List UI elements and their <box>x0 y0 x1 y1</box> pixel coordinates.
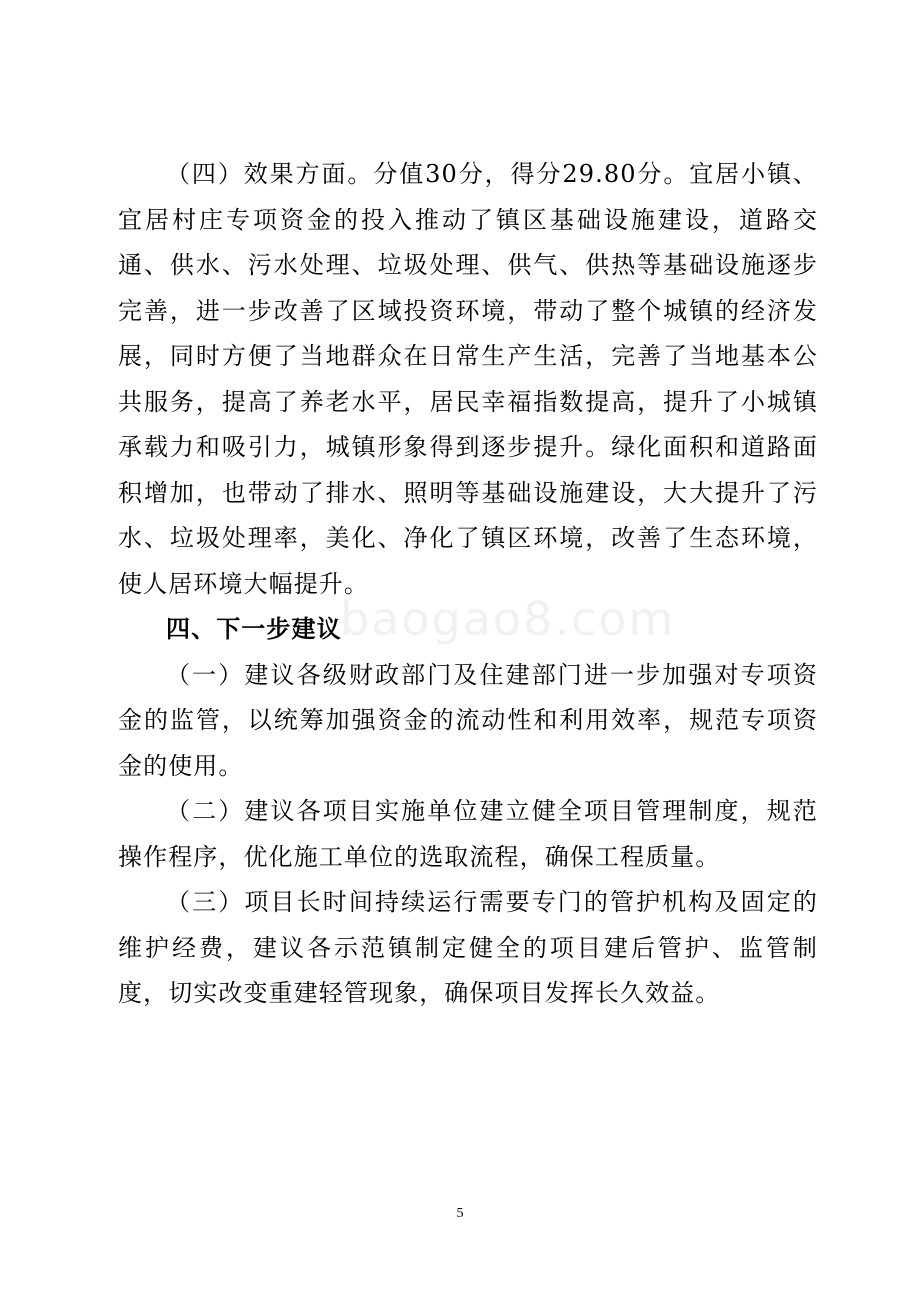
page-number: 5 <box>456 1206 464 1221</box>
watermark: baogao8.com <box>340 592 676 646</box>
paragraph-suggestion-1: （一）建议各级财政部门及住建部门进一步加强对专项资金的监管，以统筹加强资金的流动性和利用效率，规范专项资金的使用。 <box>118 660 818 780</box>
paragraph-suggestion-3: （三）项目长时间持续运行需要专门的管护机构及固定的维护经费，建议各示范镇制定健全的项目建后管护、监管制度，切实改变重建轻管现象，确保项目发挥长久效益。 <box>118 888 818 1007</box>
paragraph-effect: （四）效果方面。分值30分，得分29.80分。宜居小镇、宜居村庄专项资金的投入推动了镇区基础设施建设，道路交通、供水、污水处理、垃圾处理、供气、供热等基础设施逐步完善，进一步改善了区域投资环境，带动了整个城镇的经济发展，同时方便了当地群众在日常生产生活，完善了当地基本公共服务，提高了养老水平，居民幸福指数提高，提升了小城镇承载力和吸引力，城镇形象得到逐步提升。绿化面积和道路面积增加，也带动了排水、照明等基础设施建设，大大提升了污水、垃圾处理率，美化、净化了镇区环境，改善了生态环境，使人居环境大幅提升。 <box>118 160 818 598</box>
paragraph-suggestion-2: （二）建议各项目实施单位建立健全项目管理制度，规范操作程序，优化施工单位的选取流程，确保工程质量。 <box>118 797 818 871</box>
section-heading-next-steps: 四、下一步建议 <box>166 615 342 643</box>
document-body <box>118 152 818 1017</box>
